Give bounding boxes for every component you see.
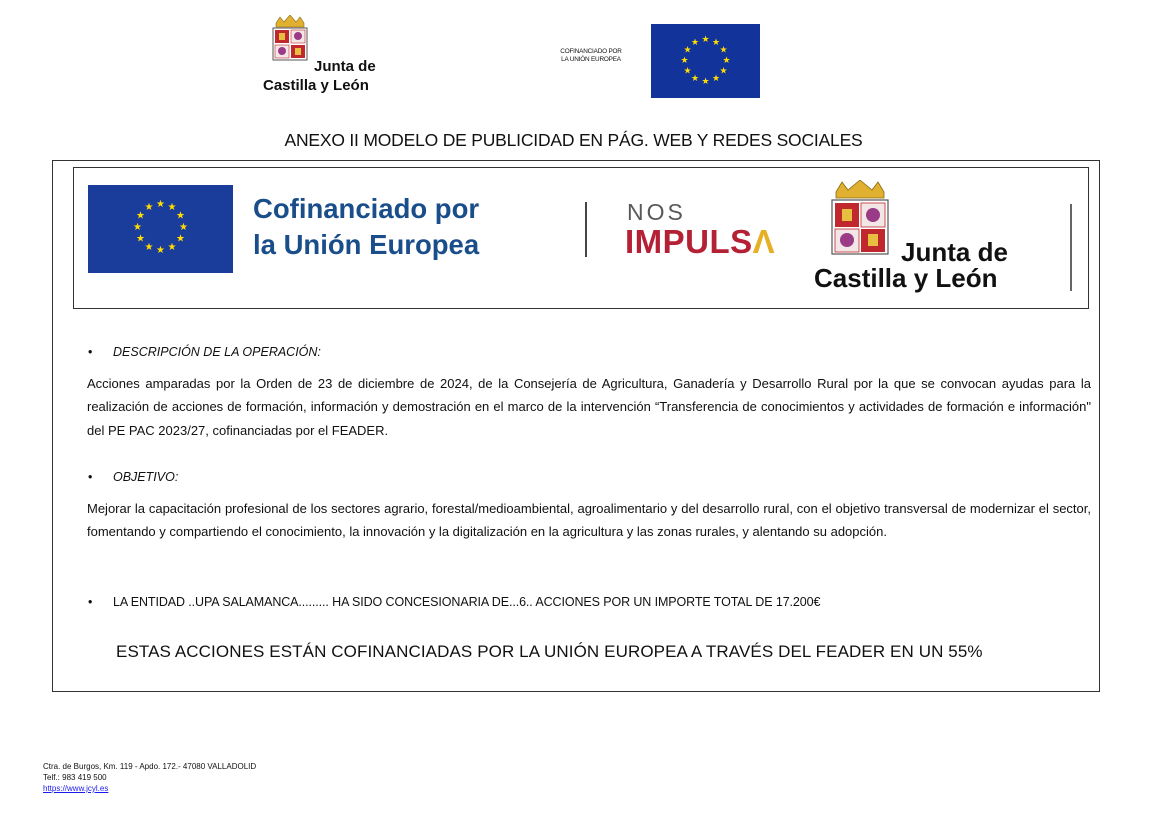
svg-text:★: ★ bbox=[680, 56, 689, 66]
bullet: • bbox=[88, 470, 93, 484]
svg-text:★: ★ bbox=[701, 77, 710, 87]
banner-crest-icon bbox=[828, 180, 892, 256]
banner-jcyl-line2: Castilla y León bbox=[814, 263, 998, 293]
svg-text:★: ★ bbox=[144, 242, 154, 253]
banner-divider bbox=[585, 202, 587, 257]
svg-text:★: ★ bbox=[683, 66, 692, 77]
bullet: • bbox=[88, 595, 93, 609]
eu-flag-icon bbox=[651, 24, 760, 98]
eu-stars-icon bbox=[651, 24, 760, 98]
impulsa-main: IMPULS bbox=[625, 223, 753, 260]
header-cofinanced-line2: LA UNIÓN EUROPEA bbox=[561, 56, 621, 63]
footer-website-link[interactable]: https://www.jcyl.es bbox=[43, 784, 109, 793]
svg-text:★: ★ bbox=[133, 222, 142, 233]
section-heading-objective: OBJETIVO: bbox=[113, 470, 179, 484]
svg-text:★: ★ bbox=[719, 45, 728, 56]
footer-address: Ctra. de Burgos, Km. 119 - Apdo. 172.- 47080 VALLADOLID bbox=[43, 762, 257, 771]
svg-text:★: ★ bbox=[690, 74, 700, 84]
svg-text:★: ★ bbox=[683, 45, 692, 56]
svg-text:★: ★ bbox=[167, 242, 177, 253]
header-cofinanced-line1: COFINANCIADO POR bbox=[560, 48, 622, 55]
section-text-objective: Mejorar la capacitación profesional de los sectores agrario, forestal/medioambiental, agroalimentario y del desarrollo rural, con el objetivo transversal de modernizar el sector, fomentando y compartiendo el conocimiento, la innovación y la digitalización en la agricultura y las zonas rurales, y alentando su adopción. bbox=[87, 501, 1091, 540]
section-heading-description: DESCRIPCIÓN DE LA OPERACIÓN: bbox=[113, 345, 321, 359]
svg-text:★: ★ bbox=[719, 66, 728, 77]
nos-impulsa-logo bbox=[625, 223, 775, 261]
svg-text:★: ★ bbox=[144, 202, 154, 213]
bullet: • bbox=[88, 345, 93, 359]
banner-eu-flag-icon bbox=[88, 185, 233, 273]
header-cofinanced-label bbox=[540, 48, 642, 64]
entity-statement: LA ENTIDAD ..UPA SALAMANCA......... HA SIDO CONCESIONARIA DE...6.. ACCIONES POR UN IMPORTE TOTAL DE 17.200€ bbox=[113, 595, 821, 609]
banner-eu-stars-icon bbox=[88, 185, 233, 273]
svg-text:★: ★ bbox=[690, 38, 700, 48]
footer-phone: Telf.: 983 419 500 bbox=[43, 773, 107, 782]
svg-text:★: ★ bbox=[722, 56, 731, 66]
page-title: ANEXO II MODELO DE PUBLICIDAD EN PÁG. WEB Y REDES SOCIALES bbox=[284, 130, 863, 150]
section-text-description: Acciones amparadas por la Orden de 23 de diciembre de 2024, de la Consejería de Agricultura, Ganadería y Desarrollo Rural por la que se convocan ayudas para la realización de acciones de formación, información y demostración en el marco de la intervención “Transferencia de conocimientos y actividades de formación e información" del PE PAC 2023/27, cofinanciadas por el FEADER. bbox=[87, 376, 1091, 438]
nos-impulsa-top: NOS bbox=[627, 199, 686, 225]
banner-cofinanced-line2: la Unión Europea bbox=[253, 229, 480, 260]
header-logo-line2: Castilla y León bbox=[263, 77, 369, 94]
svg-text:★: ★ bbox=[701, 35, 710, 45]
header-jcyl-logo bbox=[262, 15, 392, 97]
cofinancing-statement: ESTAS ACCIONES ESTÁN COFINANCIADAS POR LA UNIÓN EUROPEA A TRAVÉS DEL FEADER EN UN 55% bbox=[116, 642, 983, 661]
svg-text:★: ★ bbox=[156, 199, 165, 210]
banner-divider-right bbox=[1070, 204, 1072, 291]
svg-text:★: ★ bbox=[179, 222, 188, 233]
svg-text:★: ★ bbox=[136, 210, 145, 222]
svg-text:★: ★ bbox=[176, 210, 185, 222]
svg-text:★: ★ bbox=[136, 233, 145, 245]
svg-text:★: ★ bbox=[711, 74, 721, 84]
svg-text:★: ★ bbox=[176, 233, 185, 245]
svg-text:★: ★ bbox=[156, 245, 165, 256]
crest-icon bbox=[270, 15, 310, 63]
header-logo-line1: Junta de bbox=[314, 58, 376, 75]
banner-cofinanced-line1: Cofinanciado por bbox=[253, 193, 480, 224]
impulsa-accent: Λ bbox=[752, 223, 776, 260]
banner-jcyl-line1: Junta de bbox=[901, 237, 1008, 267]
svg-text:★: ★ bbox=[711, 38, 721, 48]
svg-text:★: ★ bbox=[167, 202, 177, 213]
